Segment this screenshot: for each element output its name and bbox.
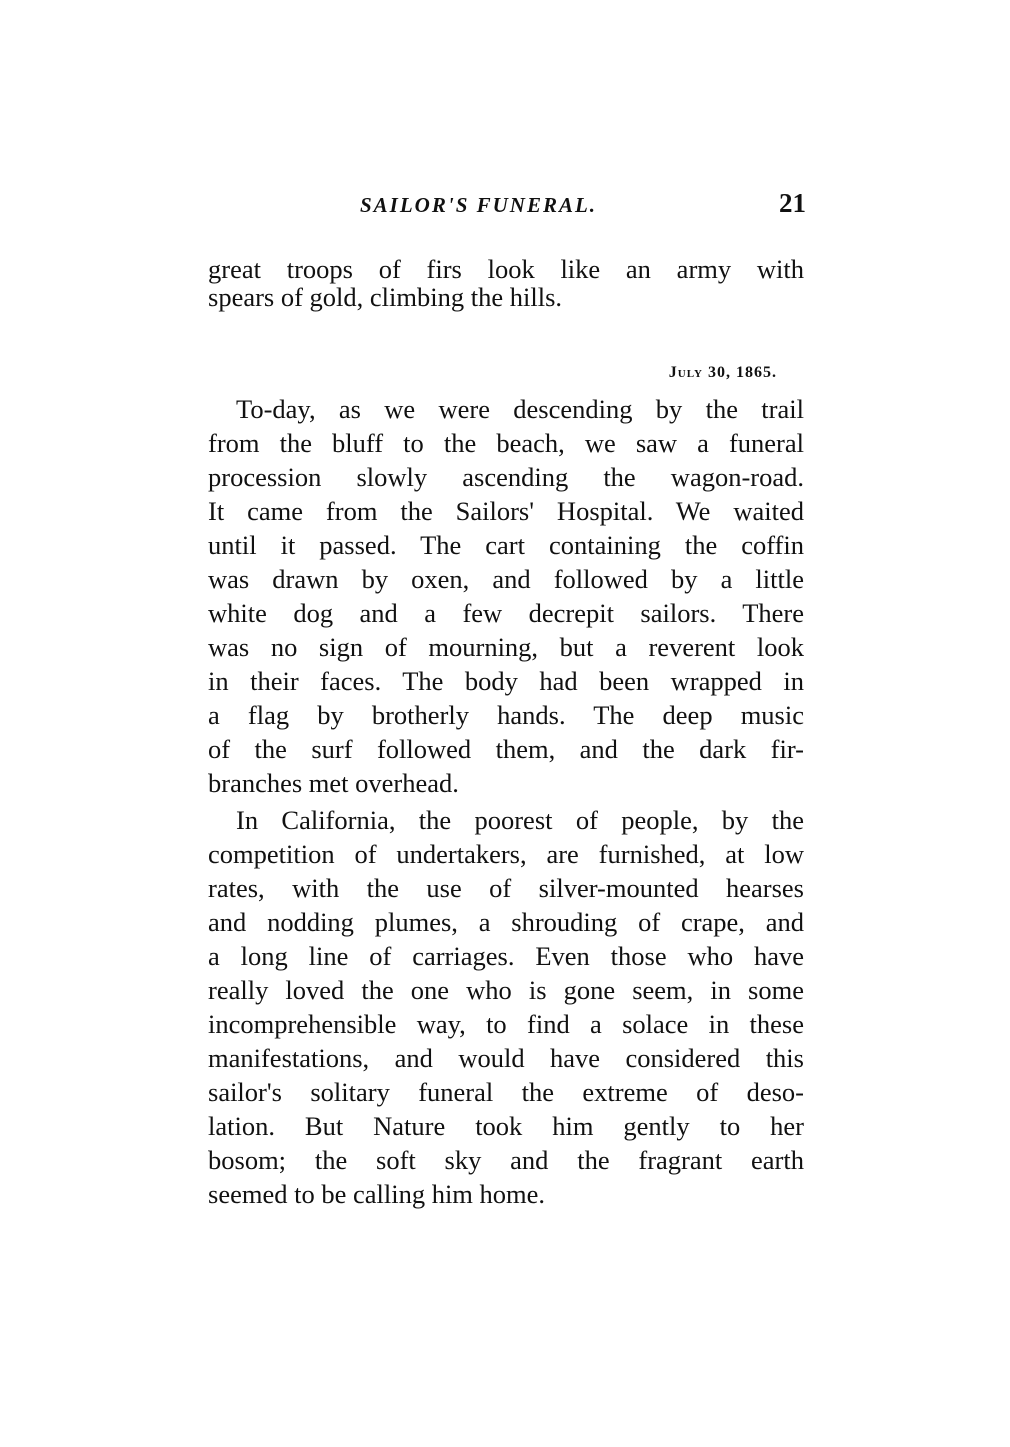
text-line: and nodding plumes, a shrouding of crape, and xyxy=(208,907,804,937)
text-line: great troops of firs look like an army with xyxy=(208,254,804,284)
page-number: 21 xyxy=(779,188,806,218)
running-title: SAILOR'S FUNERAL. xyxy=(360,193,598,217)
text-line: from the bluff to the beach, we saw a funeral xyxy=(208,428,804,458)
paragraph-1 xyxy=(208,392,804,800)
text-line: bosom; the soft sky and the fragrant earth xyxy=(208,1145,804,1175)
text-line: procession slowly ascending the wagon-road. xyxy=(208,462,804,492)
text-line: seemed to be calling him home. xyxy=(208,1179,546,1209)
text-line: was no sign of mourning, but a reverent look xyxy=(208,632,804,662)
text-line: It came from the Sailors' Hospital. We waited xyxy=(208,496,804,526)
text-line: a long line of carriages. Even those who have xyxy=(208,941,804,971)
opening-lines xyxy=(208,255,804,311)
text-line: incomprehensible way, to find a solace in these xyxy=(208,1009,804,1039)
text-line: competition of undertakers, are furnished, at low xyxy=(208,839,804,869)
text-line: In California, the poorest of people, by the xyxy=(236,805,804,835)
text-line: lation. But Nature took him gently to her xyxy=(208,1111,804,1141)
text-line: white dog and a few decrepit sailors. There xyxy=(208,598,804,628)
text-line: until it passed. The cart containing the coffin xyxy=(208,530,804,560)
text-line: of the surf followed them, and the dark fir- xyxy=(208,734,804,764)
text-line: was drawn by oxen, and followed by a little xyxy=(208,564,804,594)
paragraph-2 xyxy=(208,803,804,1211)
text-line: really loved the one who is gone seem, in some xyxy=(208,975,804,1005)
text-line: a flag by brotherly hands. The deep music xyxy=(208,700,804,730)
text-line: manifestations, and would have considered this xyxy=(208,1043,804,1073)
text-line: spears of gold, climbing the hills. xyxy=(208,282,563,312)
text-line: rates, with the use of silver-mounted hearses xyxy=(208,873,804,903)
text-line: To-day, as we were descending by the trail xyxy=(236,394,804,424)
text-line: sailor's solitary funeral the extreme of deso- xyxy=(208,1077,804,1107)
entry-date: July 30, 1865. xyxy=(668,364,777,381)
text-line: in their faces. The body had been wrapped in xyxy=(208,666,804,696)
text-line: branches met overhead. xyxy=(208,768,459,798)
